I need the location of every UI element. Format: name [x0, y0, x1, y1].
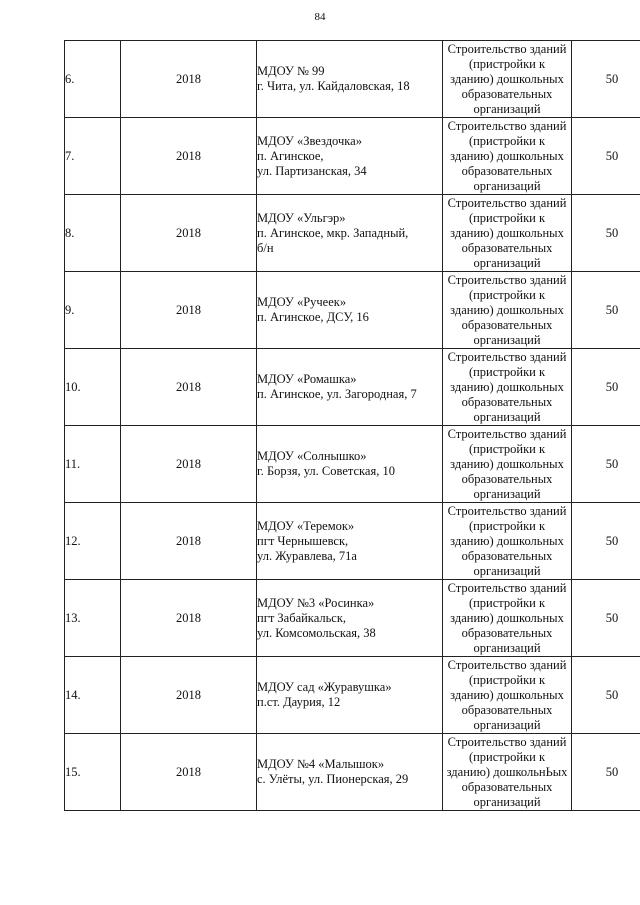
construction-type-line: (пристройки к — [468, 133, 546, 148]
object-cell — [257, 580, 443, 657]
construction-type-line: (пристройки к — [468, 595, 546, 610]
construction-type-line: Строительство зданий — [447, 657, 567, 672]
construction-type-line: зданию) дошкольных — [450, 533, 564, 548]
construction-type-cell — [443, 426, 572, 503]
construction-type-line: организаций — [473, 486, 541, 501]
construction-type-line: образовательных — [461, 317, 553, 332]
construction-type-line: зданию) дошкольных — [450, 71, 564, 86]
object-line: ул. Журавлева, 71а — [257, 548, 357, 563]
row-number-cell: 7. — [65, 118, 121, 195]
construction-type-line: Строительство зданий — [447, 426, 567, 441]
construction-type-line: зданию) дошкольных — [450, 225, 564, 240]
construction-type-line: Строительство зданий — [447, 195, 567, 210]
object-line: МДОУ «Теремок» — [257, 518, 355, 533]
object-line: пгт Чернышевск, — [257, 533, 349, 548]
construction-type-cell — [443, 734, 572, 811]
year-cell: 2018 — [121, 503, 257, 580]
row-number-cell: 11. — [65, 426, 121, 503]
construction-type-line: организаций — [473, 101, 541, 116]
object-line: ул. Партизанская, 34 — [257, 163, 367, 178]
construction-type-line: зданию) дошкольных — [450, 148, 564, 163]
object-line: п. Агинское, — [257, 148, 324, 163]
year-cell: 2018 — [121, 657, 257, 734]
table-row — [65, 734, 640, 811]
construction-type-line: (пристройки к — [468, 518, 546, 533]
object-cell — [257, 734, 443, 811]
construction-table — [64, 40, 640, 811]
row-number-cell: 15. — [65, 734, 121, 811]
construction-type-line: Строительство зданий — [447, 118, 567, 133]
row-number-cell: 9. — [65, 272, 121, 349]
construction-type-line: образовательных — [461, 548, 553, 563]
construction-type-line: Строительство зданий — [447, 349, 567, 364]
construction-type-line: (пристройки к — [468, 56, 546, 71]
object-line: МДОУ № 99 — [257, 64, 325, 78]
construction-type-line: образовательных — [461, 394, 553, 409]
object-line: МДОУ «Солнышко» — [257, 449, 367, 463]
construction-type-line: (пристройки к — [468, 287, 546, 302]
construction-type-line: образовательных — [461, 625, 553, 640]
object-line: б/н — [257, 240, 274, 255]
construction-type-line: зданию) дошкольных — [450, 379, 564, 394]
object-line: с. Улёты, ул. Пионерская, 29 — [257, 772, 409, 786]
year-cell: 2018 — [121, 734, 257, 811]
year-cell: 2018 — [121, 426, 257, 503]
construction-type-line: организаций — [473, 178, 541, 193]
year-cell: 2018 — [121, 272, 257, 349]
value-cell: 50 — [572, 272, 640, 349]
construction-type-line: зданию) дошкольных — [450, 456, 564, 471]
object-line: МДОУ сад «Журавушка» — [257, 680, 392, 694]
object-line: МДОУ №4 «Малышок» — [257, 757, 385, 771]
value-cell: 50 — [572, 195, 640, 272]
value-cell: 50 — [572, 503, 640, 580]
table-body — [65, 41, 640, 811]
row-number-cell: 14. — [65, 657, 121, 734]
year-cell: 2018 — [121, 580, 257, 657]
object-line: МДОУ «Ульгэр» — [257, 210, 346, 225]
table-row — [65, 426, 640, 503]
value-cell: 50 — [572, 580, 640, 657]
table-row — [65, 118, 640, 195]
object-line: МДОУ «Ручеек» — [257, 295, 347, 309]
year-cell: 2018 — [121, 41, 257, 118]
page-number: 84 — [314, 11, 326, 23]
construction-type-line: зданию) дошкольнЬых — [446, 764, 568, 779]
construction-type-cell — [443, 272, 572, 349]
construction-type-line: организаций — [473, 332, 541, 347]
construction-type-line: Строительство зданий — [447, 580, 567, 595]
construction-type-line: Строительство зданий — [447, 503, 567, 518]
table-row — [65, 503, 640, 580]
value-cell: 50 — [572, 41, 640, 118]
construction-type-line: образовательных — [461, 163, 553, 178]
table-row — [65, 272, 640, 349]
construction-type-cell — [443, 657, 572, 734]
construction-type-cell — [443, 349, 572, 426]
object-line: МДОУ «Ромашка» — [257, 372, 357, 386]
construction-type-line: организаций — [473, 640, 541, 655]
construction-type-line: образовательных — [461, 471, 553, 486]
value-cell: 50 — [572, 349, 640, 426]
table-row — [65, 349, 640, 426]
construction-type-line: образовательных — [461, 240, 553, 255]
table-row — [65, 657, 640, 734]
construction-type-line: (пристройки к — [468, 749, 546, 764]
object-line: п. Агинское, ул. Загородная, 7 — [257, 387, 417, 401]
construction-type-line: зданию) дошкольных — [450, 687, 564, 702]
row-number-cell: 8. — [65, 195, 121, 272]
row-number-cell: 6. — [65, 41, 121, 118]
row-number-cell: 13. — [65, 580, 121, 657]
object-line: г. Борзя, ул. Советская, 10 — [257, 464, 395, 478]
construction-type-line: зданию) дошкольных — [450, 302, 564, 317]
construction-type-line: организаций — [473, 794, 541, 809]
construction-type-line: Строительство зданий — [447, 41, 567, 56]
object-line: п.ст. Даурия, 12 — [257, 695, 341, 709]
object-line: г. Чита, ул. Кайдаловская, 18 — [257, 79, 410, 93]
construction-type-cell — [443, 41, 572, 118]
year-cell: 2018 — [121, 195, 257, 272]
object-cell — [257, 41, 443, 118]
row-number-cell: 10. — [65, 349, 121, 426]
construction-type-line: (пристройки к — [468, 672, 546, 687]
construction-type-line: организаций — [473, 409, 541, 424]
construction-type-line: образовательных — [461, 702, 553, 717]
object-line: МДОУ №3 «Росинка» — [257, 595, 375, 610]
year-cell: 2018 — [121, 118, 257, 195]
construction-type-cell — [443, 503, 572, 580]
object-cell — [257, 426, 443, 503]
year-cell: 2018 — [121, 349, 257, 426]
value-cell: 50 — [572, 118, 640, 195]
construction-type-line: организаций — [473, 255, 541, 270]
construction-type-cell — [443, 580, 572, 657]
object-line: п. Агинское, ДСУ, 16 — [257, 310, 369, 324]
construction-type-line: Строительство зданий — [447, 272, 567, 287]
construction-type-cell — [443, 118, 572, 195]
construction-type-line: образовательных — [461, 86, 553, 101]
construction-type-line: (пристройки к — [468, 441, 546, 456]
construction-type-line: (пристройки к — [468, 210, 546, 225]
object-cell — [257, 118, 443, 195]
construction-type-cell — [443, 195, 572, 272]
object-cell — [257, 272, 443, 349]
table-row — [65, 41, 640, 118]
object-cell — [257, 657, 443, 734]
object-cell — [257, 195, 443, 272]
value-cell: 50 — [572, 734, 640, 811]
object-line: МДОУ «Звездочка» — [257, 133, 362, 148]
object-line: пгт Забайкальск, — [257, 610, 347, 625]
construction-type-line: образовательных — [461, 779, 553, 794]
object-line: п. Агинское, мкр. Западный, — [257, 225, 409, 240]
construction-type-line: организаций — [473, 563, 541, 578]
table-row — [65, 580, 640, 657]
construction-type-line: Строительство зданий — [447, 734, 567, 749]
construction-type-line: зданию) дошкольных — [450, 610, 564, 625]
row-number-cell: 12. — [65, 503, 121, 580]
object-line: ул. Комсомольская, 38 — [257, 625, 376, 640]
object-cell — [257, 349, 443, 426]
construction-type-line: (пристройки к — [468, 364, 546, 379]
value-cell: 50 — [572, 426, 640, 503]
table-row — [65, 195, 640, 272]
object-cell — [257, 503, 443, 580]
construction-type-line: организаций — [473, 717, 541, 732]
value-cell: 50 — [572, 657, 640, 734]
